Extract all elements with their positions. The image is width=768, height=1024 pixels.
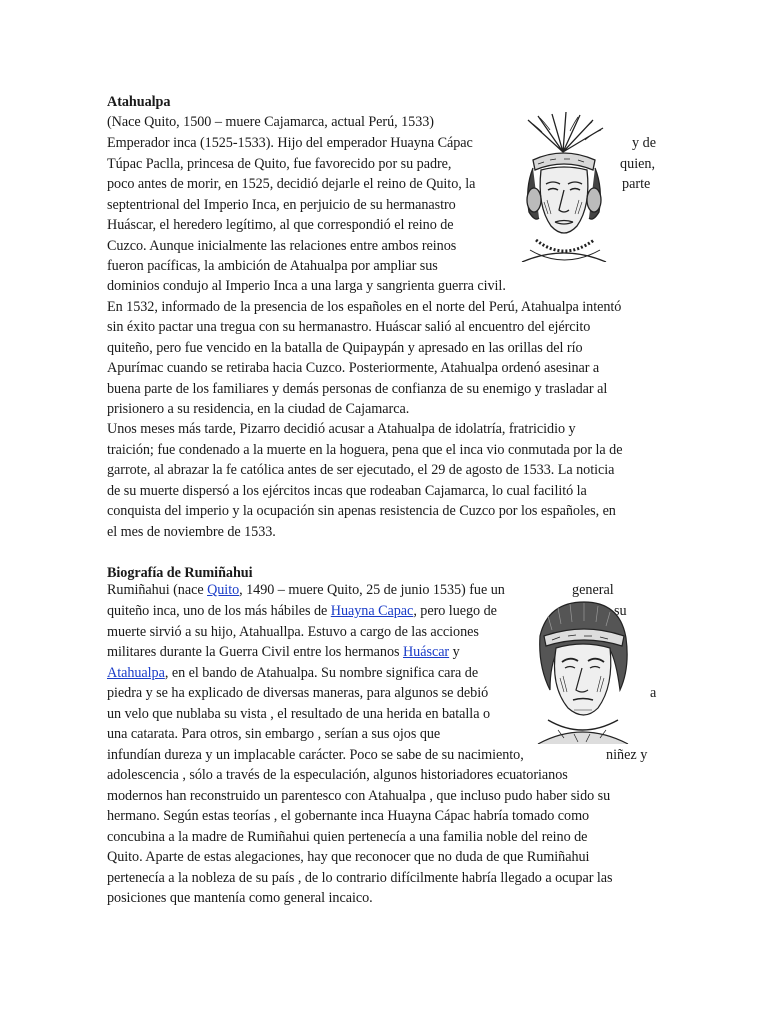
wrapped-word: parte: [622, 176, 651, 192]
text-span: militares durante la Guerra Civil entre los hermanos: [107, 644, 403, 660]
body-line: dominios condujo al Imperio Inca a una larga y sangrienta guerra civil.: [107, 278, 506, 294]
body-line: Unos meses más tarde, Pizarro decidió acusar a Atahualpa de idolatría, fratricidio y: [107, 421, 576, 437]
body-line: un velo que nublaba su vista , el resultado de una herida en batalla o: [107, 706, 490, 722]
body-line: prisionero a su residencia, en la ciudad de Cajamarca.: [107, 401, 410, 417]
body-line: sin éxito pactar una tregua con su hermanastro. Huáscar salió al encuentro del ejército: [107, 319, 591, 335]
body-line: muerte sirvió a su hijo, Atahuallpa. Estuvo a cargo de las acciones: [107, 624, 479, 640]
body-line: traición; fue condenado a la muerte en la hoguera, pena que el inca vio conmutada por la de: [107, 442, 623, 458]
wrapped-word: quien,: [620, 156, 656, 172]
body-line: Huáscar, el heredero legítimo, al que correspondió el reino de: [107, 217, 454, 233]
body-line: Apurímac cuando se retiraba hacia Cuzco. Posteriormente, Atahualpa ordenó asesinar a: [107, 360, 600, 376]
body-line: modernos han reconstruido un parentesco con Atahualpa , que incluso pudo haber sido su: [107, 788, 611, 804]
body-line: quiteño, pero fue vencido en la batalla de Quipaypán y apresado en las orillas del río: [107, 340, 583, 356]
wrapped-word: y de: [632, 135, 657, 151]
body-line: [107, 642, 460, 662]
text-span: Rumiñahui (nace: [107, 582, 208, 598]
text-span: y: [449, 644, 460, 660]
ruminahui-heading: Biografía de Rumiñahui: [107, 565, 253, 581]
wrapped-word: su: [614, 603, 627, 619]
body-line: [107, 601, 497, 621]
body-line: septentrional del Imperio Inca, en perjuicio de su hermanastro: [107, 197, 456, 213]
body-line: piedra y se ha explicado de diversas maneras, para algunos se debió: [107, 685, 489, 701]
body-line: posiciones que mantenía como general incaico.: [107, 890, 373, 906]
body-line: Quito. Aparte de estas alegaciones, hay que reconocer que no duda de que Rumiñahui: [107, 849, 590, 865]
atahualpa-portrait-image: [508, 112, 620, 262]
text-span: , 1490 – muere Quito, 25 de junio 1535) fue un: [239, 582, 505, 598]
body-line: infundían dureza y un implacable carácter. Poco se sabe de su nacimiento,: [107, 747, 524, 763]
wrapped-word: a: [650, 685, 657, 701]
body-line: [107, 580, 505, 600]
body-line: buena parte de los familiares y demás personas de confianza de su enemigo y trasladar al: [107, 381, 608, 397]
body-line: poco antes de morir, en 1525, decidió dejarle el reino de Quito, la: [107, 176, 476, 192]
text-span: , pero luego de: [413, 603, 497, 619]
body-line: Cuzco. Aunque inicialmente las relaciones entre ambos reinos: [107, 238, 457, 254]
body-line: pertenecía a la nobleza de su país , de lo contrario difícilmente habría llegado a ocupar las: [107, 870, 613, 886]
ruminahui-portrait-image: [518, 596, 646, 744]
body-line: una catarata. Para otros, sin embargo , serían a sus ojos que: [107, 726, 441, 742]
atahualpa-heading: Atahualpa: [107, 94, 171, 110]
body-line: En 1532, informado de la presencia de los españoles en el norte del Perú, Atahualpa intentó: [107, 299, 622, 315]
body-line: [107, 663, 478, 683]
body-line: fueron pacíficas, la ambición de Atahualpa por ampliar sus: [107, 258, 438, 274]
link-huascar[interactable]: Huáscar: [402, 644, 450, 660]
body-line: concubina a la madre de Rumiñahui quien pertenecía a una familia noble del reino de: [107, 829, 588, 845]
body-line: (Nace Quito, 1500 – muere Cajamarca, actual Perú, 1533): [107, 114, 434, 130]
wrapped-word: niñez y: [606, 747, 648, 763]
link-atahualpa[interactable]: Atahualpa: [107, 665, 165, 681]
body-line: de su muerte dispersó a los ejércitos incas que rodeaban Cajamarca, lo cual facilitó la: [107, 483, 587, 499]
body-line: el mes de noviembre de 1533.: [107, 524, 276, 540]
body-line: Túpac Paclla, princesa de Quito, fue favorecido por su padre,: [107, 156, 452, 172]
body-line: conquista del imperio y la ocupación sin apenas resistencia de Cuzco por los españoles, en: [107, 503, 616, 519]
body-line: hermano. Según estas teorías , el gobernante inca Huayna Cápac habría tomado como: [107, 808, 590, 824]
text-span: , en el bando de Atahualpa. Su nombre significa cara de: [164, 665, 479, 681]
body-line: garrote, al abrazar la fe católica antes de ser ejecutado, el 29 de agosto de 1533. La noticia: [107, 462, 615, 478]
text-span: quiteño inca, uno de los más hábiles de: [107, 603, 331, 619]
body-line: Emperador inca (1525-1533). Hijo del emperador Huayna Cápac: [107, 135, 473, 151]
link-quito[interactable]: Quito: [207, 582, 240, 598]
body-line: adolescencia , sólo a través de la especulación, algunos historiadores ecuatorianos: [107, 767, 568, 783]
link-huayna-capac[interactable]: Huayna Capac: [330, 603, 414, 619]
wrapped-word: general: [572, 582, 614, 598]
